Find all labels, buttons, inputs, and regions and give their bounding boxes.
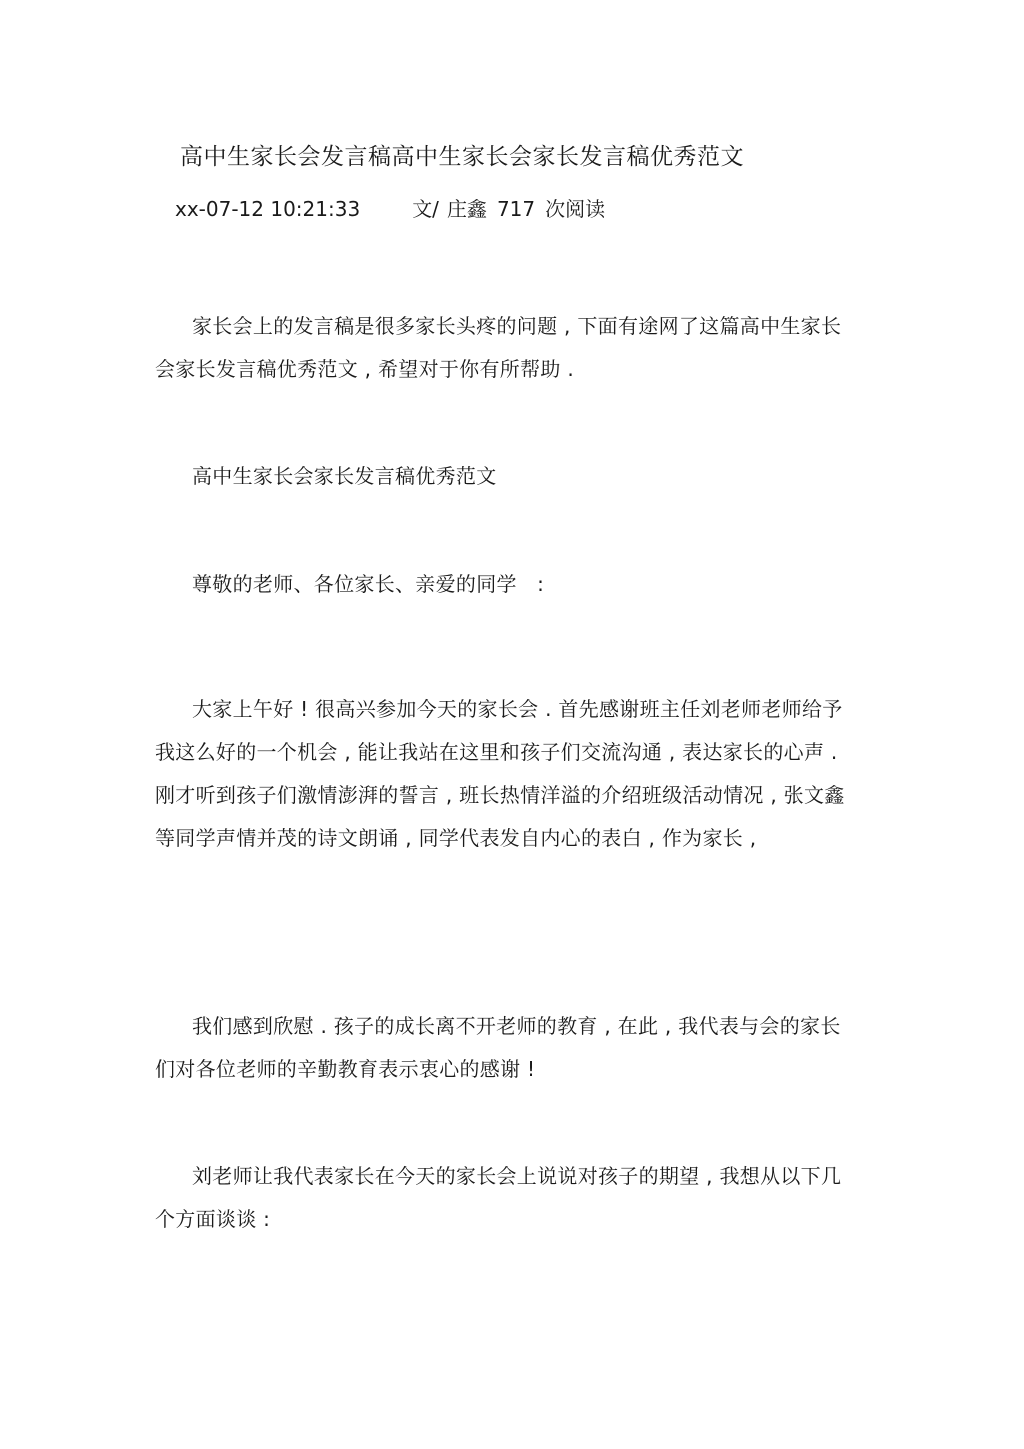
- article-meta: [175, 193, 605, 222]
- intro-paragraph: 家长会上的发言稿是很多家长头疼的问题 , 下面有途网了这篇高中生家长会家长发言稿优秀范文 , 希望对于你有所帮助 .: [155, 314, 842, 381]
- body-paragraph-2: 我们感到欣慰 . 孩子的成长离不开老师的教育 , 在此 , 我代表与会的家长们对各位老师的辛勤教育表示衷心的感谢 !: [155, 1014, 841, 1081]
- page-title: 高中生家长会发言稿高中生家长会家长发言稿优秀范文: [180, 144, 744, 170]
- salutation: 尊敬的老师、各位家长、亲爱的同学 :: [192, 572, 545, 596]
- view-count-label: 次阅读: [545, 197, 606, 221]
- publish-date: xx-07-12 10:21:33: [175, 197, 361, 221]
- body-paragraph-1: 大家上午好 ! 很高兴参加今天的家长会 . 首先感谢班主任刘老师老师给予我这么好的一个机会 , 能让我站在这里和孩子们交流沟通 , 表达家长的心声 . 刚才听到孩子们激情澎湃的誓言 , 班长热情洋溢的介绍班级活动情况 , 张文鑫等同学声情并茂的诗文朗诵 , 同学代表发自内心的表白 , 作为家长 ,: [155, 697, 845, 850]
- view-count: 717: [496, 197, 536, 221]
- body-paragraph-3: 刘老师让我代表家长在今天的家长会上说说对孩子的期望 , 我想从以下几个方面谈谈 :: [155, 1164, 842, 1231]
- author-name: 庄鑫: [446, 197, 487, 221]
- section-subtitle: 高中生家长会家长发言稿优秀范文: [192, 464, 497, 488]
- author-prefix: 文/: [412, 197, 439, 221]
